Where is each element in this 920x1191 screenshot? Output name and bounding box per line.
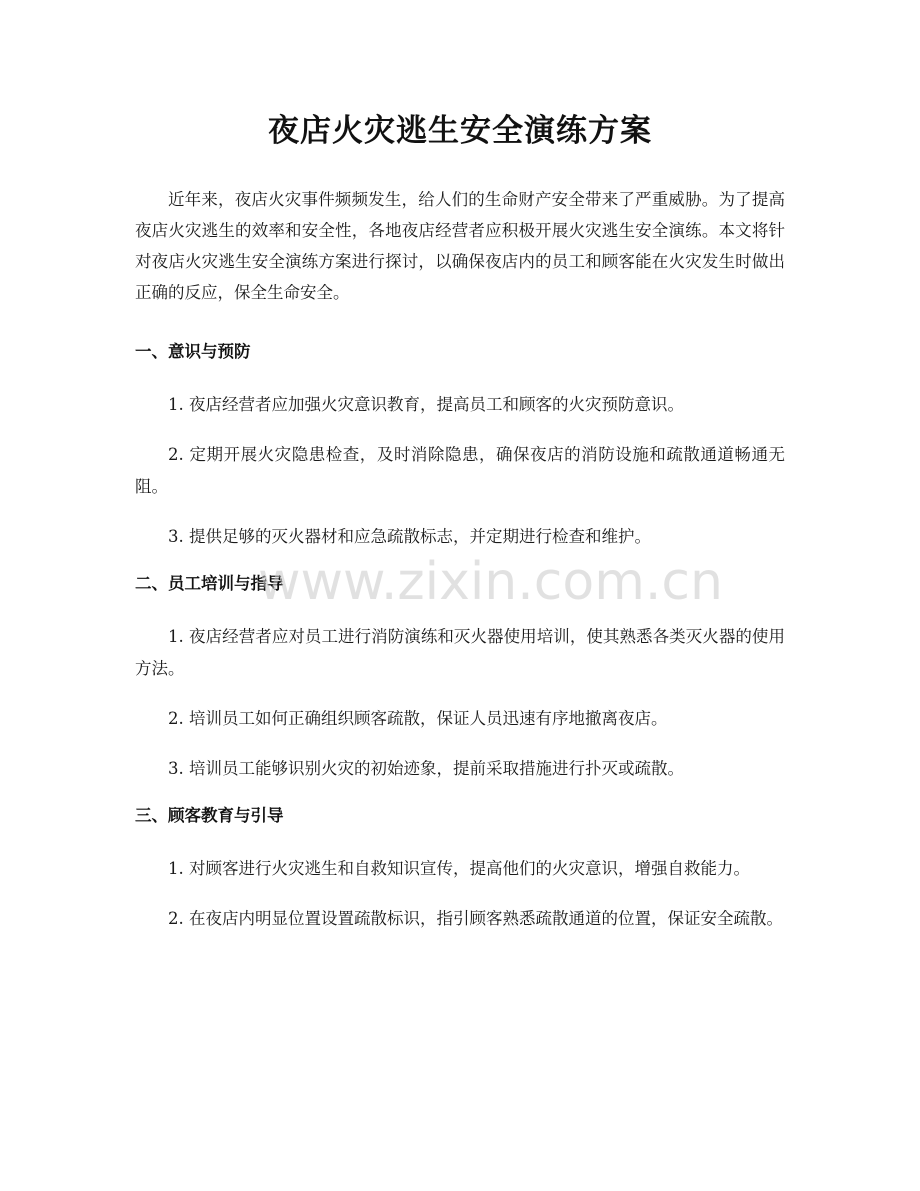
document-body — [135, 184, 785, 953]
list-item: 2. 定期开展火灾隐患检查，及时消除隐患，确保夜店的消防设施和疏散通道畅通无阻。 — [135, 445, 785, 496]
section-awareness-prevention — [135, 339, 785, 553]
section-heading: 一、意识与预防 — [135, 342, 251, 361]
section-heading: 二、员工培训与指导 — [135, 574, 284, 593]
section-heading: 三、顾客教育与引导 — [135, 806, 284, 825]
list-item: 2. 在夜店内明显位置设置疏散标识，指引顾客熟悉疏散通道的位置，保证安全疏散。 — [168, 909, 783, 928]
list-item: 1. 夜店经营者应对员工进行消防演练和灭火器使用培训，使其熟悉各类灭火器的使用方法。 — [135, 627, 785, 678]
watermark: www.zixin.com.cn — [258, 552, 723, 612]
list-item: 3. 培训员工能够识别火灾的初始迹象，提前采取措施进行扑灭或疏散。 — [168, 759, 684, 778]
document-title: 夜店火灾逃生安全演练方案 — [268, 113, 652, 149]
section-staff-training — [135, 571, 785, 785]
intro-paragraph: 近年来，夜店火灾事件频频发生，给人们的生命财产安全带来了严重威胁。为了提高夜店火灾逃生的效率和安全性，各地夜店经营者应积极开展火灾逃生安全演练。本文将针对夜店火灾逃生安全演练方案进行探讨，以确保夜店内的员工和顾客能在火灾发生时做出正确的反应，保全生命安全。 — [135, 190, 785, 302]
list-item: 3. 提供足够的灭火器材和应急疏散标志，并定期进行检查和维护。 — [168, 527, 651, 546]
list-item: 2. 培训员工如何正确组织顾客疏散，保证人员迅速有序地撤离夜店。 — [168, 709, 668, 728]
list-item: 1. 夜店经营者应加强火灾意识教育，提高员工和顾客的火灾预防意识。 — [168, 395, 684, 414]
list-item: 1. 对顾客进行火灾逃生和自救知识宣传，提高他们的火灾意识，增强自救能力。 — [168, 859, 750, 878]
section-customer-education — [135, 803, 785, 935]
